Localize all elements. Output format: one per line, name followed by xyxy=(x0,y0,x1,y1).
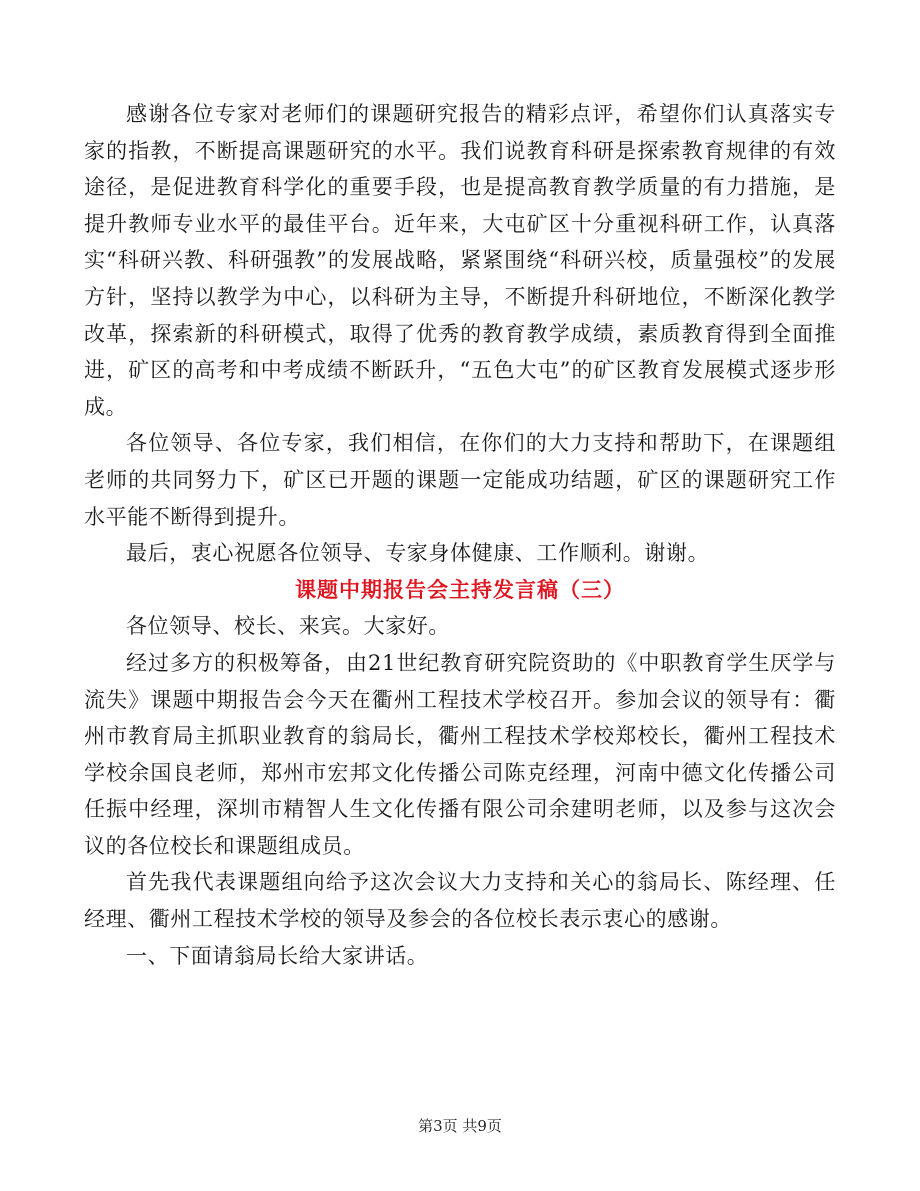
paragraph-greeting: 各位领导、校长、来宾。大家好。 xyxy=(126,614,450,639)
paragraph-meeting-intro: 经过多方的积极筹备，由21世纪教育研究院资助的《中职教育学生厌学与流失》课题中期报告会今天在衢州工程技术学校召开。参加会议的领导有：衢州市教育局主抓职业教育的翁局长，衢州工程技术学校郑校长，衢州工程技术学校余国良老师，郑州市宏邦文化传播公司陈克经理，河南中德文化传播公司任振中经理，深圳市精智人生文化传播有限公司余建明老师，以及参与这次会议的各位校长和课题组成员。 xyxy=(84,650,836,858)
paragraph-gratitude: 首先我代表课题组向给予这次会议大力支持和关心的翁局长、陈经理、任经理、衢州工程技术学校的领导及参会的各位校长表示衷心的感谢。 xyxy=(84,870,836,932)
document-body xyxy=(84,96,836,974)
paragraph-thanks-experts: 感谢各位专家对老师们的课题研究报告的精彩点评，希望你们认真落实专家的指教，不断提高课题研究的水平。我们说教育科研是探索教育规律的有效途径，是促进教育科学化的重要手段，也是提高教育教学质量的有力措施，是提升教师专业水平的最佳平台。近年来，大屯矿区十分重视科研工作，认真落实“科研兴教、科研强教”的发展战略，紧紧围绕“科研兴校，质量强校”的发展方针，坚持以教学为中心，以科研为主导，不断提升科研地位，不断深化教学改革，探索新的科研模式，取得了优秀的教育教学成绩，素质教育得到全面推进，矿区的高考和中考成绩不断跃升，“五色大屯”的矿区教育发展模式逐步形成。 xyxy=(84,102,836,419)
page-number-footer: 第3页 共9页 xyxy=(418,1117,502,1135)
paragraph-confidence: 各位领导、各位专家，我们相信，在你们的大力支持和帮助下，在课题组老师的共同努力下，矿区已开题的课题一定能成功结题，矿区的课题研究工作水平能不断得到提升。 xyxy=(84,431,836,529)
section-heading: 课题中期报告会主持发言稿（三） xyxy=(295,577,625,602)
paragraph-closing-wishes: 最后，衷心祝愿各位领导、专家身体健康、工作顺利。谢谢。 xyxy=(126,541,710,566)
paragraph-speech-invite: 一、下面请翁局长给大家讲话。 xyxy=(126,943,429,968)
